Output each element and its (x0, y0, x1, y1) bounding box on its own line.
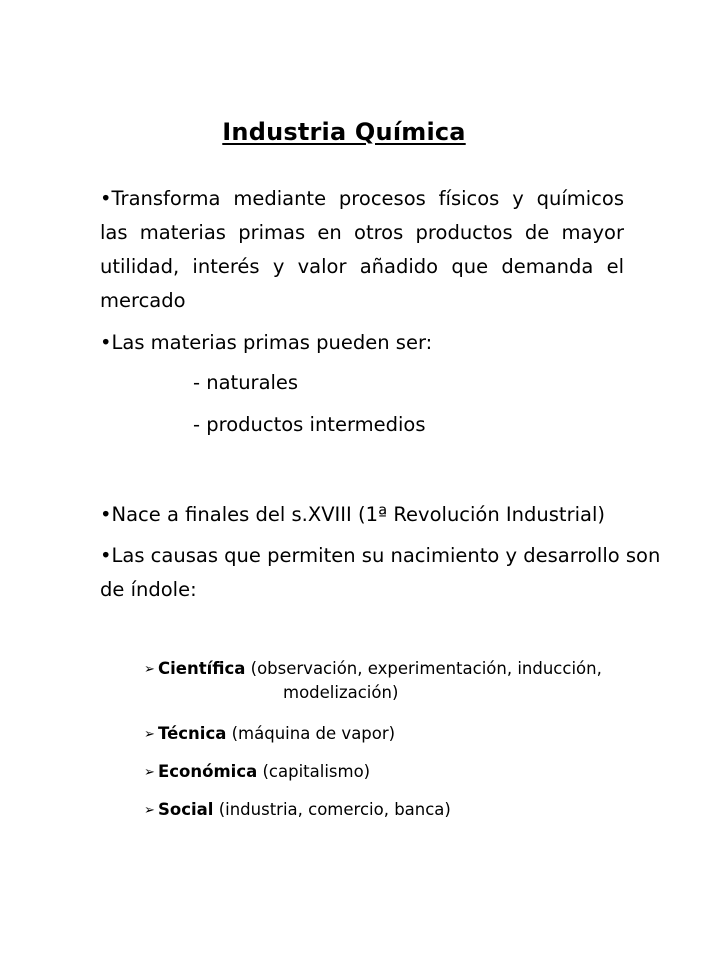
sub-item-naturales: - naturales (193, 371, 299, 394)
cause-detail: (industria, comercio, banca) (213, 800, 451, 819)
bullet-dot: • (100, 544, 112, 567)
cause-label: Social (158, 800, 214, 819)
arrow-right-icon: ➢ (144, 727, 155, 742)
cause-detail: (observación, experimentación, inducción, (245, 659, 602, 678)
bullet-nace (100, 498, 670, 532)
arrow-right-icon: ➢ (144, 765, 155, 780)
bullet-dot: • (100, 331, 112, 354)
bullet-dot: • (100, 187, 112, 210)
bullet-text: Las causas que permiten su nacimiento y desarrollo son de índole: (100, 544, 661, 601)
cause-item-economica (144, 758, 370, 786)
cause-label: Económica (158, 762, 258, 781)
cause-item-tecnica (144, 720, 395, 748)
arrow-right-icon: ➢ (144, 803, 155, 818)
cause-detail: (capitalismo) (257, 762, 371, 781)
cause-label: Científica (158, 659, 246, 678)
cause-item-social (144, 796, 451, 824)
bullet-text: Nace a finales del s.XVIII (1ª Revolución Industrial) (111, 503, 605, 526)
bullet-text: Las materias primas pueden ser: (111, 331, 433, 354)
bullet-dot: • (100, 503, 112, 526)
bullet-materias-primas (100, 326, 660, 360)
bullet-causas (100, 539, 670, 607)
cause-detail: (máquina de vapor) (226, 724, 396, 743)
sub-item-productos-intermedios: - productos intermedios (193, 413, 426, 436)
page-title: Industria Química (222, 118, 466, 146)
arrow-right-icon: ➢ (144, 662, 155, 677)
bullet-transforma (100, 182, 624, 318)
cause-detail-continued: modelización) (283, 683, 399, 702)
cause-label: Técnica (158, 724, 227, 743)
bullet-text: Transforma mediante procesos físicos y químicos las materias primas en otros productos de mayor utilidad, interés y valor añadido que demanda el mercado (100, 187, 624, 312)
